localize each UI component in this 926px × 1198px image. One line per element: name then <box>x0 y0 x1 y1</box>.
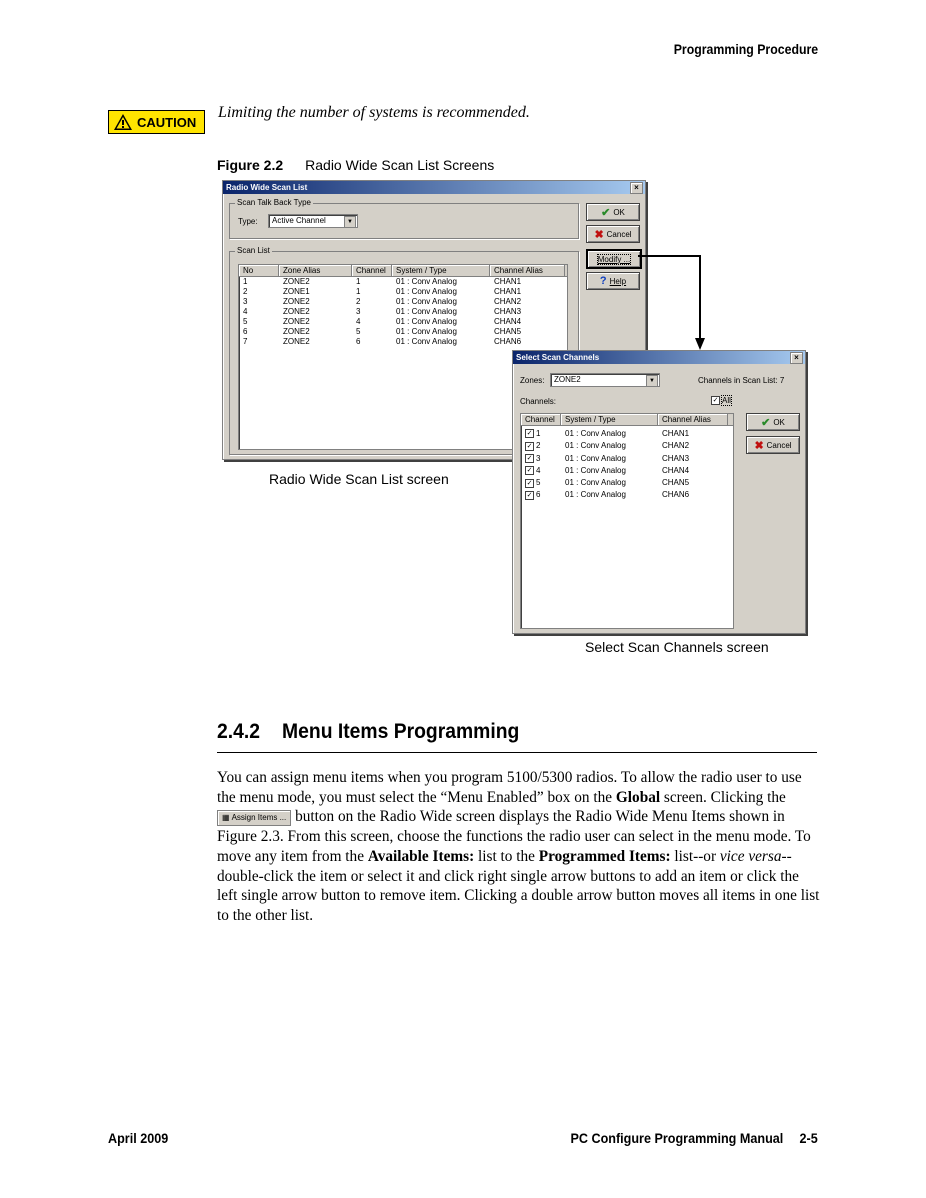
body-bold-programmed: Programmed Items: <box>538 847 671 865</box>
channel-number: 3 <box>536 453 541 463</box>
list-item[interactable] <box>521 440 733 452</box>
table-cell <box>521 440 561 452</box>
table-cell: CHAN4 <box>494 317 522 326</box>
modify-label: Modify ... <box>597 254 631 264</box>
table-cell: 01 : Conv Analog <box>396 307 457 316</box>
all-label: All <box>722 396 731 405</box>
channel-number: 2 <box>536 441 541 451</box>
table-cell: CHAN1 <box>662 429 690 438</box>
figure-number: Figure 2.2 <box>217 157 284 173</box>
table-cell: 01 : Conv Analog <box>396 297 457 306</box>
table-row[interactable] <box>239 287 567 297</box>
table-cell: ZONE2 <box>283 277 310 286</box>
checkbox-icon[interactable]: ✓ <box>526 430 533 438</box>
table-cell: CHAN3 <box>494 307 522 316</box>
table-cell: 2 <box>356 297 361 306</box>
figure-title <box>217 157 494 173</box>
chevron-down-icon[interactable]: ▼ <box>344 216 356 228</box>
check-icon: ✔ <box>601 206 611 219</box>
checkbox-icon[interactable]: ✓ <box>526 442 533 450</box>
table-row[interactable] <box>239 327 567 337</box>
ok-button[interactable] <box>586 203 640 221</box>
table-cell: 01 : Conv Analog <box>565 441 626 451</box>
table-cell <box>521 428 561 440</box>
col-channel-alias[interactable]: Channel Alias <box>490 265 565 276</box>
table-cell: 01 : Conv Analog <box>396 277 457 286</box>
body-text: --double-click the item or select it and click right single arrow buttons to add an item or click the left single arrow button to remove item. Clicking a double arrow button moves all items in one list to the other list. <box>217 847 820 924</box>
close-icon[interactable]: × <box>630 182 643 194</box>
body-paragraph <box>217 768 822 926</box>
zones-label: Zones: <box>520 376 545 385</box>
table-cell: CHAN1 <box>494 277 522 286</box>
check-icon: ✔ <box>761 416 771 429</box>
checkbox-icon[interactable]: ✓ <box>712 397 719 405</box>
channel-number: 6 <box>536 490 541 500</box>
col-no[interactable]: No <box>239 265 279 276</box>
table-row[interactable] <box>239 337 567 347</box>
table-cell <box>521 477 561 489</box>
body-bold-available: Available Items: <box>367 847 475 865</box>
table-cell <box>521 465 561 477</box>
scan-list-title: Radio Wide Scan List <box>226 183 308 192</box>
table-cell: ZONE2 <box>283 297 310 306</box>
checkbox-icon[interactable]: ✓ <box>526 454 533 462</box>
type-select[interactable] <box>268 214 358 228</box>
ok-label: OK <box>773 417 785 427</box>
body-bold-global: Global <box>615 788 661 806</box>
table-cell: 6 <box>243 327 248 336</box>
cancel-label: Cancel <box>606 229 632 239</box>
table-cell: CHAN6 <box>662 490 690 500</box>
table-cell: 1 <box>356 287 361 296</box>
help-icon: ? <box>599 275 607 287</box>
ok-label: OK <box>613 207 625 217</box>
assign-icon: ▦ <box>222 813 230 823</box>
table-cell: ZONE1 <box>283 287 310 296</box>
section-number: 2.4.2 <box>217 720 260 743</box>
scan-list-header <box>239 265 567 277</box>
footer-page: 2-5 <box>799 1130 818 1146</box>
assign-items-label: Assign Items ... <box>231 813 287 823</box>
channels-table[interactable] <box>520 413 734 629</box>
table-cell: 5 <box>356 327 361 336</box>
table-cell: 01 : Conv Analog <box>565 453 626 463</box>
channel-number: 5 <box>536 478 541 488</box>
cross-icon: ✖ <box>594 228 604 241</box>
checkbox-icon[interactable]: ✓ <box>526 479 533 487</box>
body-text: You can assign menu items when you program 5100/5300 radios. To allow the radio user to use the menu mode, you must select the “Menu Enabled” box on the <box>217 769 802 806</box>
col-channel-alias[interactable]: Channel Alias <box>658 414 728 425</box>
help-label: Help <box>609 276 627 286</box>
channel-number: 1 <box>536 429 541 438</box>
col-zone-alias[interactable]: Zone Alias <box>279 265 352 276</box>
section-heading <box>217 720 541 744</box>
footer-manual <box>571 1130 818 1146</box>
list-item[interactable] <box>521 489 733 501</box>
table-cell: ZONE2 <box>283 337 310 346</box>
zones-select[interactable] <box>550 373 660 387</box>
footer-date: April 2009 <box>108 1130 169 1146</box>
table-cell: 01 : Conv Analog <box>396 317 457 326</box>
caution-text: Limiting the number of systems is recommended. <box>218 104 530 121</box>
table-cell: 2 <box>243 287 248 296</box>
zones-value: ZONE2 <box>554 375 581 384</box>
table-cell: 01 : Conv Analog <box>565 490 626 500</box>
channels-rows <box>521 426 733 502</box>
table-cell: 3 <box>243 297 248 306</box>
channels-label: Channels: <box>520 397 557 406</box>
table-cell: CHAN6 <box>494 337 522 346</box>
scan-list-titlebar <box>223 181 645 194</box>
select-channels-window <box>512 350 806 634</box>
col-system-type[interactable]: System / Type <box>561 414 658 425</box>
type-label: Type: <box>238 217 258 226</box>
table-cell: 6 <box>356 337 361 346</box>
talkback-group <box>229 198 579 239</box>
talkback-group-label: Scan Talk Back Type <box>237 198 311 207</box>
table-cell: 01 : Conv Analog <box>565 465 626 475</box>
checkbox-icon[interactable]: ✓ <box>526 491 533 499</box>
select-channels-caption: Select Scan Channels screen <box>585 639 769 655</box>
body-text: button on the Radio Wide screen displays the Radio Wide Menu Items shown in Figure 2.3. From this screen, choose the functions the radio user can select in the menu mode. To move any item from the <box>217 808 811 865</box>
body-text: list--or <box>670 847 720 865</box>
channels-in-list: Channels in Scan List: 7 <box>698 376 785 385</box>
all-checkbox[interactable] <box>711 396 731 405</box>
cross-icon: ✖ <box>754 439 764 452</box>
footer-manual-title: PC Configure Programming Manual <box>570 1130 784 1146</box>
heading-rule <box>217 752 817 753</box>
figure-caption: Radio Wide Scan List Screens <box>305 157 495 173</box>
help-button[interactable] <box>586 272 640 290</box>
table-row[interactable] <box>239 307 567 317</box>
table-cell: 1 <box>243 277 248 286</box>
table-cell <box>521 489 561 501</box>
table-cell <box>521 453 561 465</box>
warning-icon <box>113 113 133 131</box>
type-value: Active Channel <box>272 216 326 225</box>
channels-header <box>521 414 733 426</box>
caution-badge <box>108 110 205 134</box>
list-item[interactable] <box>521 453 733 465</box>
table-cell: ZONE2 <box>283 307 310 316</box>
table-cell: 5 <box>243 317 248 326</box>
cancel-label: Cancel <box>766 440 792 450</box>
chevron-down-icon[interactable]: ▼ <box>646 375 658 387</box>
body-italic-vice-versa: vice versa <box>719 847 782 865</box>
assign-items-button <box>217 810 291 826</box>
scan-list-rows <box>239 277 567 347</box>
list-item[interactable] <box>521 477 733 489</box>
table-cell: ZONE2 <box>283 317 310 326</box>
table-cell: 7 <box>243 337 248 346</box>
table-cell: 01 : Conv Analog <box>396 337 457 346</box>
table-cell: 01 : Conv Analog <box>565 429 626 438</box>
running-header: Programming Procedure <box>673 41 818 57</box>
scan-list-group-label: Scan List <box>237 246 270 255</box>
table-cell: CHAN5 <box>494 327 522 336</box>
table-cell: CHAN4 <box>662 465 690 475</box>
col-system-type[interactable]: System / Type <box>392 265 490 276</box>
caution-label: CAUTION <box>137 114 197 130</box>
cancel-button[interactable] <box>586 225 640 243</box>
table-cell: 3 <box>356 307 361 316</box>
table-cell: CHAN5 <box>662 478 690 488</box>
connector-arrow <box>636 252 716 352</box>
list-item[interactable] <box>521 428 733 440</box>
scan-list-caption: Radio Wide Scan List screen <box>269 471 449 487</box>
table-cell: 01 : Conv Analog <box>396 327 457 336</box>
col-channel[interactable]: Channel <box>352 265 392 276</box>
ok-button[interactable] <box>746 413 800 431</box>
table-cell: 4 <box>356 317 361 326</box>
table-row[interactable] <box>239 297 567 307</box>
select-channels-titlebar <box>513 351 805 364</box>
body-text: list to the <box>474 847 539 865</box>
checkbox-icon[interactable]: ✓ <box>526 467 533 475</box>
section-title: Menu Items Programming <box>282 720 520 743</box>
col-channel[interactable]: Channel <box>521 414 561 425</box>
table-cell: CHAN3 <box>662 453 690 463</box>
select-channels-title: Select Scan Channels <box>516 353 600 362</box>
table-cell: CHAN1 <box>494 287 522 296</box>
table-cell: CHAN2 <box>662 441 690 451</box>
channel-number: 4 <box>536 465 541 475</box>
cancel-button[interactable] <box>746 436 800 454</box>
modify-button[interactable] <box>586 249 642 269</box>
body-text: screen. Clicking the <box>660 788 786 806</box>
table-row[interactable] <box>239 317 567 327</box>
table-cell: ZONE2 <box>283 327 310 336</box>
list-item[interactable] <box>521 465 733 477</box>
close-icon[interactable]: × <box>790 352 803 364</box>
table-cell: 1 <box>356 277 361 286</box>
table-cell: 01 : Conv Analog <box>565 478 626 488</box>
table-cell: CHAN2 <box>494 297 522 306</box>
table-row[interactable] <box>239 277 567 287</box>
table-cell: 01 : Conv Analog <box>396 287 457 296</box>
table-cell: 4 <box>243 307 248 316</box>
